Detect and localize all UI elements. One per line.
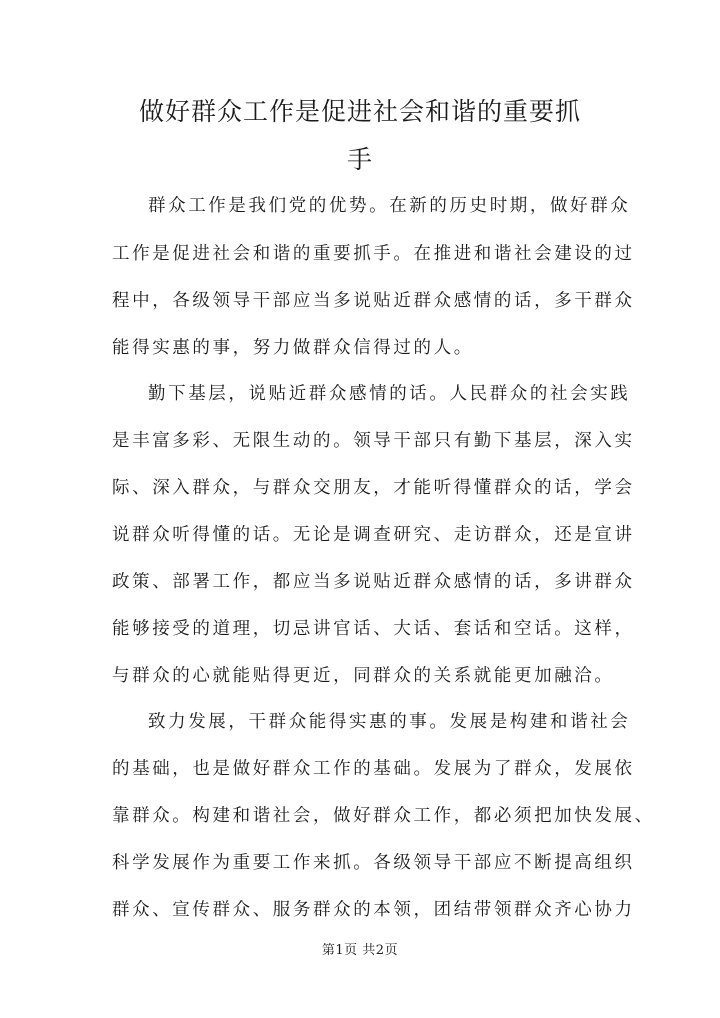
paragraph-3-line-4: 科学发展作为重要工作来抓。各级领导干部应不断提高组织 [112,853,635,873]
paragraph-3-line-5: 群众、宣传群众、服务群众的本领，团结带领群众齐心协力 [112,900,635,920]
paragraph-3-line-3: 靠群众。构建和谐社会，做好群众工作，都必须把加快发展、 [112,806,655,826]
paragraph-2-line-4: 说群众听得懂的话。无论是调查研究、走访群众，还是宣讲 [112,525,635,545]
paragraph-1-line-2: 工作是促进社会和谐的重要抓手。在推进和谐社会建设的过 [112,244,635,264]
paragraph-2-line-1: 勤下基层，说贴近群众感情的话。人民群众的社会实践 [148,384,631,404]
paragraph-1-line-4: 能得实惠的事，努力做群众信得过的人。 [112,338,474,358]
paragraph-2-line-2: 是丰富多彩、无限生动的。领导干部只有勤下基层，深入实 [112,431,635,451]
paragraph-2-line-6: 能够接受的道理，切忌讲官话、大话、套话和空话。这样， [112,619,635,639]
paragraph-1-line-1: 群众工作是我们党的优势。在新的历史时期，做好群众 [148,196,631,216]
paragraph-1-line-3: 程中，各级领导干部应当多说贴近群众感情的话，多干群众 [112,291,635,311]
document-title-line-1: 做好群众工作是促进社会和谐的重要抓 [138,97,581,126]
page-number-footer: 第1页 共2页 [321,943,399,958]
paragraph-3-line-1: 致力发展，干群众能得实惠的事。发展是构建和谐社会 [148,712,631,732]
paragraph-2-line-7: 与群众的心就能贴得更近，同群众的关系就能更加融洽。 [112,666,615,686]
document-title-line-2: 手 [346,145,373,174]
paragraph-2-line-3: 际、深入群众，与群众交朋友，才能听得懂群众的话，学会 [112,478,635,498]
paragraph-3-line-2: 的基础，也是做好群众工作的基础。发展为了群众，发展依 [112,759,635,779]
paragraph-2-line-5: 政策、部署工作，都应当多说贴近群众感情的话，多讲群众 [112,572,635,592]
